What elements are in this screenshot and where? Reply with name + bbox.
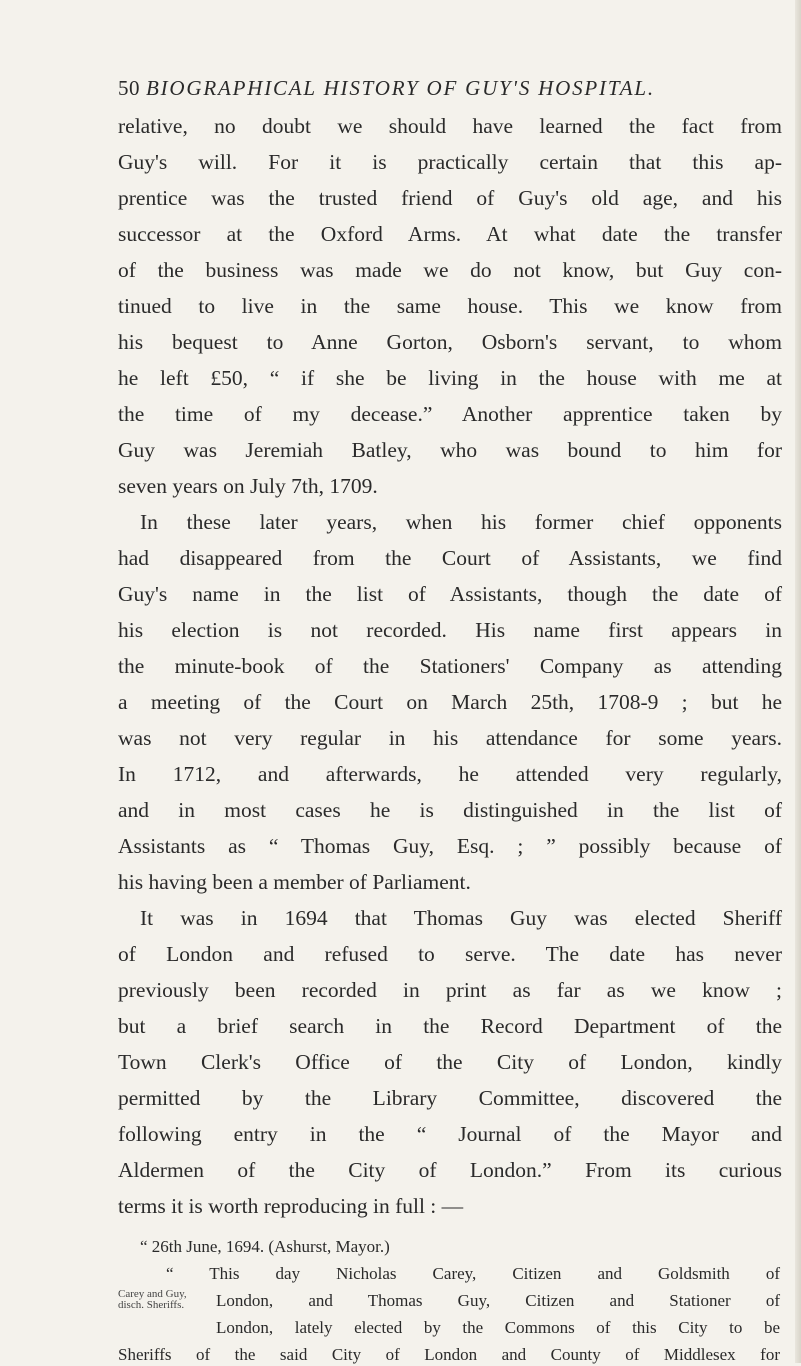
margin-note-line: Carey and Guy, — [118, 1288, 187, 1300]
text-line: previously been recorded in print as far as we know ; — [118, 978, 782, 1002]
margin-note — [118, 1289, 198, 1311]
page-edge-shadow — [795, 0, 801, 1363]
quote-line: “ This day Nicholas Carey, Citizen and Goldsmith of — [166, 1264, 780, 1283]
text-line: and in most cases he is distinguished in the list of — [118, 798, 782, 822]
text-line: a meeting of the Court on March 25th, 1708-9 ; but he — [118, 690, 782, 714]
quote-line: London, and Thomas Guy, Citizen and Stationer of — [216, 1291, 780, 1310]
text-line: It was in 1694 that Thomas Guy was elected Sheriff — [140, 906, 782, 930]
text-line: Guy's will. For it is practically certain that this ap- — [118, 150, 782, 174]
text-line: Guy was Jeremiah Batley, who was bound to him for — [118, 438, 782, 462]
text-line: the time of my decease.” Another apprentice taken by — [118, 402, 782, 426]
text-line: permitted by the Library Committee, discovered the — [118, 1086, 782, 1110]
page-header — [118, 76, 758, 104]
text-line: relative, no doubt we should have learned the fact from — [118, 114, 782, 138]
text-line: had disappeared from the Court of Assistants, we find — [118, 546, 782, 570]
text-line: terms it is worth reproducing in full : — — [118, 1194, 464, 1218]
text-line: seven years on July 7th, 1709. — [118, 474, 378, 498]
text-line: prentice was the trusted friend of Guy's old age, and his — [118, 186, 782, 210]
text-line: Town Clerk's Office of the City of London, kindly — [118, 1050, 782, 1074]
text-line: of London and refused to serve. The date has never — [118, 942, 782, 966]
text-line: his election is not recorded. His name first appears in — [118, 618, 782, 642]
text-line: of the business was made we do not know, but Guy con- — [118, 258, 782, 282]
text-line: Guy's name in the list of Assistants, though the date of — [118, 582, 782, 606]
text-line: his having been a member of Parliament. — [118, 870, 471, 894]
text-line: he left £50, “ if she be living in the house with me at — [118, 366, 782, 390]
running-title: BIOGRAPHICAL HISTORY OF GUY'S HOSPITAL. — [146, 76, 655, 100]
text-line: Assistants as “ Thomas Guy, Esq. ; ” possibly because of — [118, 834, 782, 858]
text-line: his bequest to Anne Gorton, Osborn's servant, to whom — [118, 330, 782, 354]
text-line: In 1712, and afterwards, he attended very regularly, — [118, 762, 782, 786]
quote-line: Sheriffs of the said City of London and County of Middlesex for — [118, 1345, 780, 1364]
text-line: Aldermen of the City of London.” From its curious — [118, 1158, 782, 1182]
quote-line: “ 26th June, 1694. (Ashurst, Mayor.) — [140, 1237, 390, 1256]
page-number: 50 — [118, 76, 140, 100]
text-line: was not very regular in his attendance for some years. — [118, 726, 782, 750]
text-line: tinued to live in the same house. This we know from — [118, 294, 782, 318]
text-line: the minute-book of the Stationers' Company as attending — [118, 654, 782, 678]
quote-line: London, lately elected by the Commons of this City to be — [216, 1318, 780, 1337]
text-line: but a brief search in the Record Department of the — [118, 1014, 782, 1038]
text-line: following entry in the “ Journal of the Mayor and — [118, 1122, 782, 1146]
text-line: successor at the Oxford Arms. At what date the transfer — [118, 222, 782, 246]
margin-note-line: disch. Sheriffs. — [118, 1299, 185, 1311]
text-line: In these later years, when his former chief opponents — [140, 510, 782, 534]
